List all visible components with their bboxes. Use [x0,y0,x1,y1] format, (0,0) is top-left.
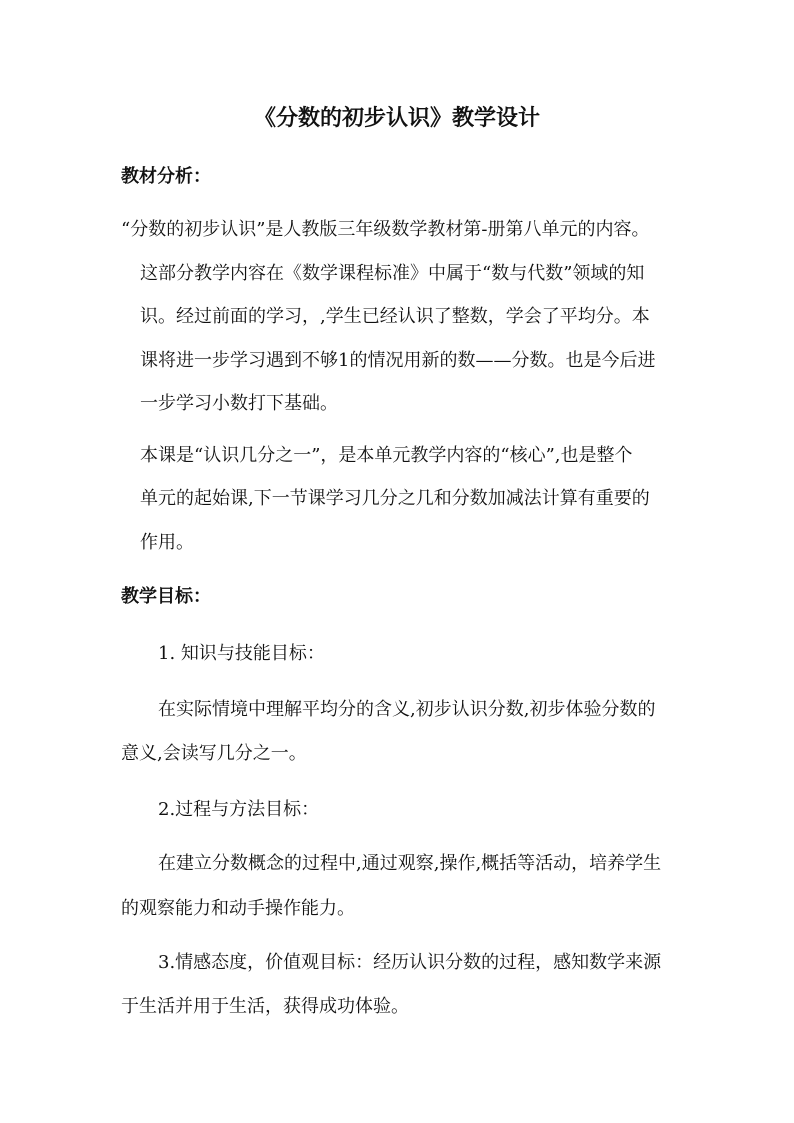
goal-title-process: 2.过程与方法目标： [158,799,320,820]
paragraph-line: 单元的起始课,下一节课学习几分之几和分数加减法计算有重要的 [140,488,650,509]
paragraph-line: 的观察能力和动手操作能力。 [121,898,355,919]
section-heading-textbook-analysis: 教材分析： [121,166,211,187]
goal-title-knowledge: 1. 知识与技能目标： [158,643,325,664]
paragraph-line: 作用。 [140,532,194,553]
paragraph-line: 本课是“认识几分之一”，是本单元教学内容的“核心”,也是整个 [140,445,633,466]
document-title: 《分数的初步认识》教学设计 [253,105,540,131]
goal-title-emotion: 3.情感态度，价值观目标：经历认识分数的过程，感知数学来源 [158,952,662,973]
section-heading-teaching-goals: 教学目标： [121,586,211,607]
paragraph-line: “分数的初步认识”是人教版三年级数学教材第-册第八单元的内容。 [121,219,650,240]
paragraph-line: 于生活并用于生活，获得成功体验。 [121,996,409,1017]
paragraph-line: 意义,会读写几分之一。 [121,743,307,764]
paragraph-line: 在实际情境中理解平均分的含义,初步认识分数,初步体验分数的 [158,699,656,720]
paragraph-line: 一步学习小数打下基础。 [140,393,338,414]
paragraph-line: 识。经过前面的学习，,学生已经认识了整数，学会了平均分。本 [140,306,650,327]
paragraph-line: 在建立分数概念的过程中,通过观察,操作,概括等活动，培养学生 [158,853,662,874]
paragraph-line: 课将进一步学习遇到不够1的情况用新的数——分数。也是今后进 [140,350,656,371]
paragraph-line: 这部分教学内容在《数学课程标准》中属于“数与代数”领域的知 [140,263,645,284]
